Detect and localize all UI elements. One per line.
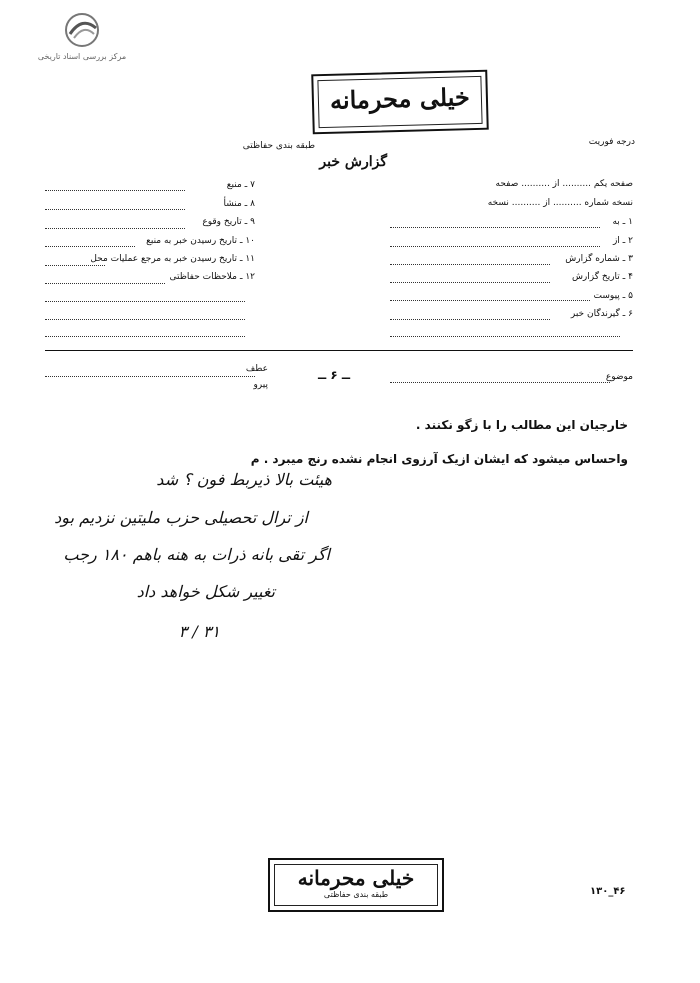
field-source: ۷ ـ منبع xyxy=(226,180,255,190)
field-extra-line-1 xyxy=(45,301,245,302)
classification-stamp-bottom xyxy=(268,858,444,912)
field-origin-line xyxy=(45,209,185,210)
stamp-bottom-subtext: طبقه بندی حفاظتی xyxy=(323,890,389,899)
field-attachment: ۵ ـ پیوست xyxy=(593,291,633,301)
handwritten-note-4: تغییر شکل خواهد داد xyxy=(136,582,275,601)
form-title: گزارش خبر xyxy=(319,154,387,170)
archive-logo-icon xyxy=(22,10,142,54)
field-security-notes: ۱۲ ـ ملاحظات حفاظتی xyxy=(169,272,255,282)
field-to-line xyxy=(390,227,600,228)
field-news-to-source: ۱۰ ـ تاریخ رسیدن خبر به منبع xyxy=(146,236,255,246)
field-copy-of: نسخه شماره .......... از .......... نسخه xyxy=(487,198,633,208)
field-recipients: ۶ ـ گیرندگان خبر xyxy=(570,309,633,319)
priority-label: درجه فوریت xyxy=(588,137,635,147)
field-news-to-ops-line xyxy=(45,265,105,266)
handwritten-note-1: هیئت بالا ذیربط فون ؟ شد xyxy=(156,470,332,489)
field-page-of: صفحه یکم .......... از .......... صفحه xyxy=(495,179,633,189)
follow-up-label: پیرو xyxy=(253,380,268,390)
handwritten-date: ۳۱ / ۳ xyxy=(178,622,220,641)
field-from: ۲ ـ از xyxy=(612,236,633,246)
field-from-line xyxy=(390,246,600,247)
subject-code: ــ ۶ ــ xyxy=(318,368,351,382)
field-attachment-line xyxy=(390,300,590,301)
subject-line xyxy=(390,382,610,383)
reference-label: عطف xyxy=(245,364,268,374)
field-report-date-line xyxy=(390,282,550,283)
form-divider xyxy=(45,350,633,351)
field-to: ۱ ـ به xyxy=(612,217,633,227)
field-report-number-line xyxy=(390,264,550,265)
document-number: ۴۶_۱۳۰ xyxy=(590,886,626,897)
field-event-date-line xyxy=(45,228,185,229)
field-news-to-ops: ۱۱ ـ تاریخ رسیدن خبر به مرجع عملیات محل xyxy=(90,254,255,264)
archive-logo xyxy=(22,10,142,68)
field-report-date: ۴ ـ تاریخ گزارش xyxy=(571,272,633,282)
classification-label: طبقه بندی حفاظتی xyxy=(242,141,315,151)
field-source-line xyxy=(45,190,185,191)
field-news-to-source-line xyxy=(45,246,135,247)
archive-logo-caption: مرکز بررسی اسناد تاریخی xyxy=(37,52,127,61)
stamp-bottom-text: خیلی محرمانه xyxy=(297,866,415,890)
field-event-date: ۹ ـ تاریخ وقوع xyxy=(202,217,255,227)
field-report-number: ۳ ـ شماره گزارش xyxy=(565,254,633,264)
field-security-notes-line xyxy=(45,283,165,284)
reference-line xyxy=(45,376,255,377)
classification-stamp-top xyxy=(311,70,489,135)
field-extra-line-3 xyxy=(45,336,245,337)
field-recipients-line xyxy=(390,319,550,320)
body-line-1: خارجیان این مطالب را با زگو نکنند . xyxy=(415,418,628,432)
stamp-top-text: خیلی محرمانه xyxy=(329,82,471,115)
field-origin: ۸ ـ منشأ xyxy=(223,199,255,209)
field-extra-line-2 xyxy=(45,319,245,320)
subject-label: موضوع xyxy=(605,372,633,382)
body-line-2: واحساس میشود که ایشان ازیک آرزوی انجام نشده رنج میبرد . م xyxy=(250,452,628,466)
handwritten-note-2: از ترال تحصیلی حزب ملیتین نزدیم بود xyxy=(54,508,308,527)
field-recipients-extra-line xyxy=(390,336,620,337)
handwritten-note-3: اگر تقی بانه ذرات به هنه باهم ۱۸۰ رجب xyxy=(63,545,330,564)
